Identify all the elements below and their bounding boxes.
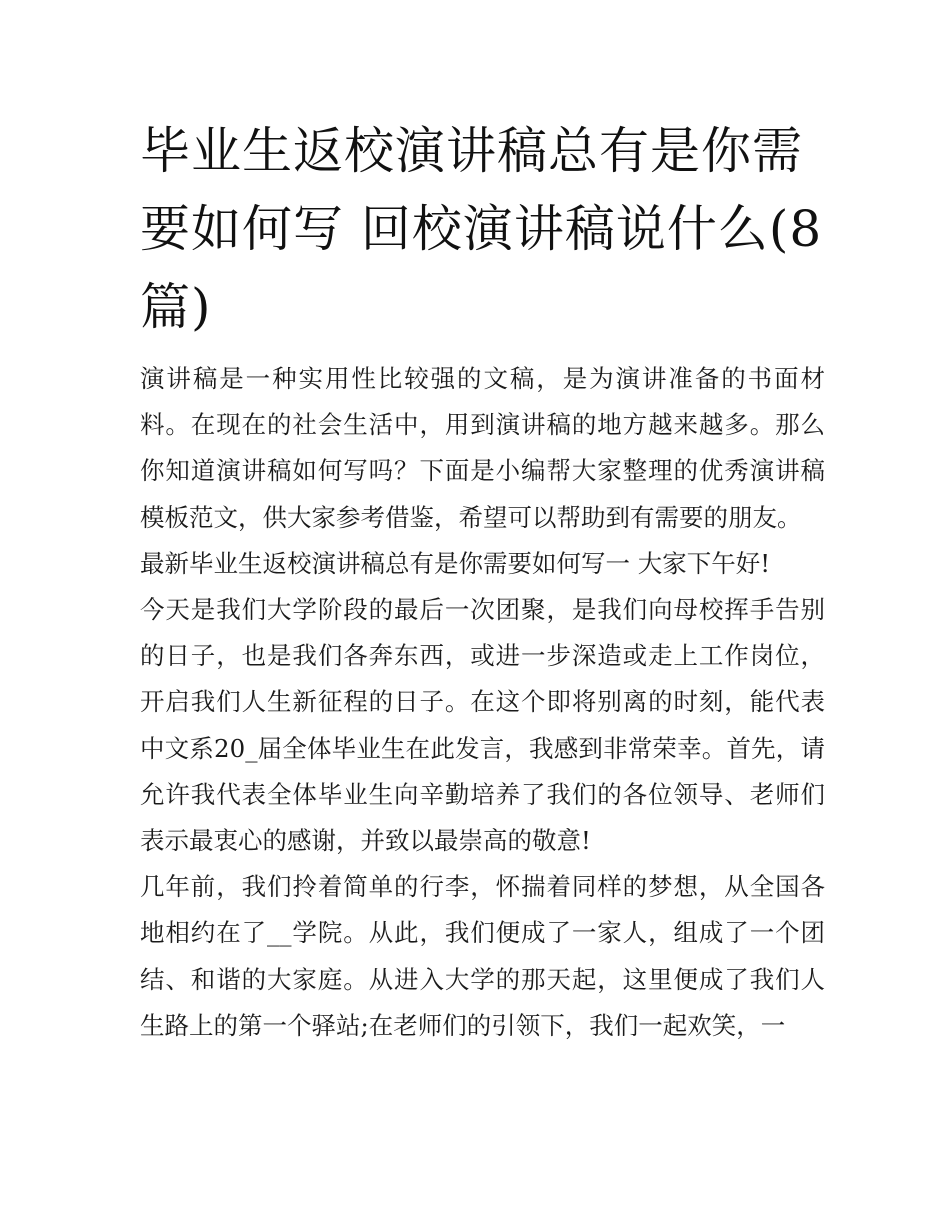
intro-paragraph: 演讲稿是一种实用性比较强的文稿，是为演讲准备的书面材料。在现在的社会生活中，用到演讲稿的地方越来越多。那么你知道演讲稿如何写吗？下面是小编帮大家整理的优秀演讲稿模板范文，供大家参考借鉴，希望可以帮助到有需要的朋友。 [140,364,825,532]
body-paragraph: 今天是我们大学阶段的最后一次团聚，是我们向母校挥手告别的日子，也是我们各奔东西，或进一步深造或走上工作岗位，开启我们人生新征程的日子。在这个即将别离的时刻，能代表中文系20_届全体毕业生在此发言，我感到非常荣幸。首先，请允许我代表全体毕业生向辛勤培养了我们的各位领导、老师们表示最衷心的感谢，并致以最崇高的敬意! [140,595,825,856]
body-paragraph: 几年前，我们拎着简单的行李，怀揣着同样的梦想，从全国各地相约在了__学院。从此，我们便成了一家人，组成了一个团结、和谐的大家庭。从进入大学的那天起，这里便成了我们人生路上的第一个驿站;在老师们的引领下，我们一起欢笑，一 [140,872,825,1040]
section-heading-paragraph: 最新毕业生返校演讲稿总有是你需要如何写一 大家下午好! [140,548,771,578]
document-body [140,356,825,1049]
document-title: 毕业生返校演讲稿总有是你需要如何写 回校演讲稿说什么(8篇) [140,122,823,336]
